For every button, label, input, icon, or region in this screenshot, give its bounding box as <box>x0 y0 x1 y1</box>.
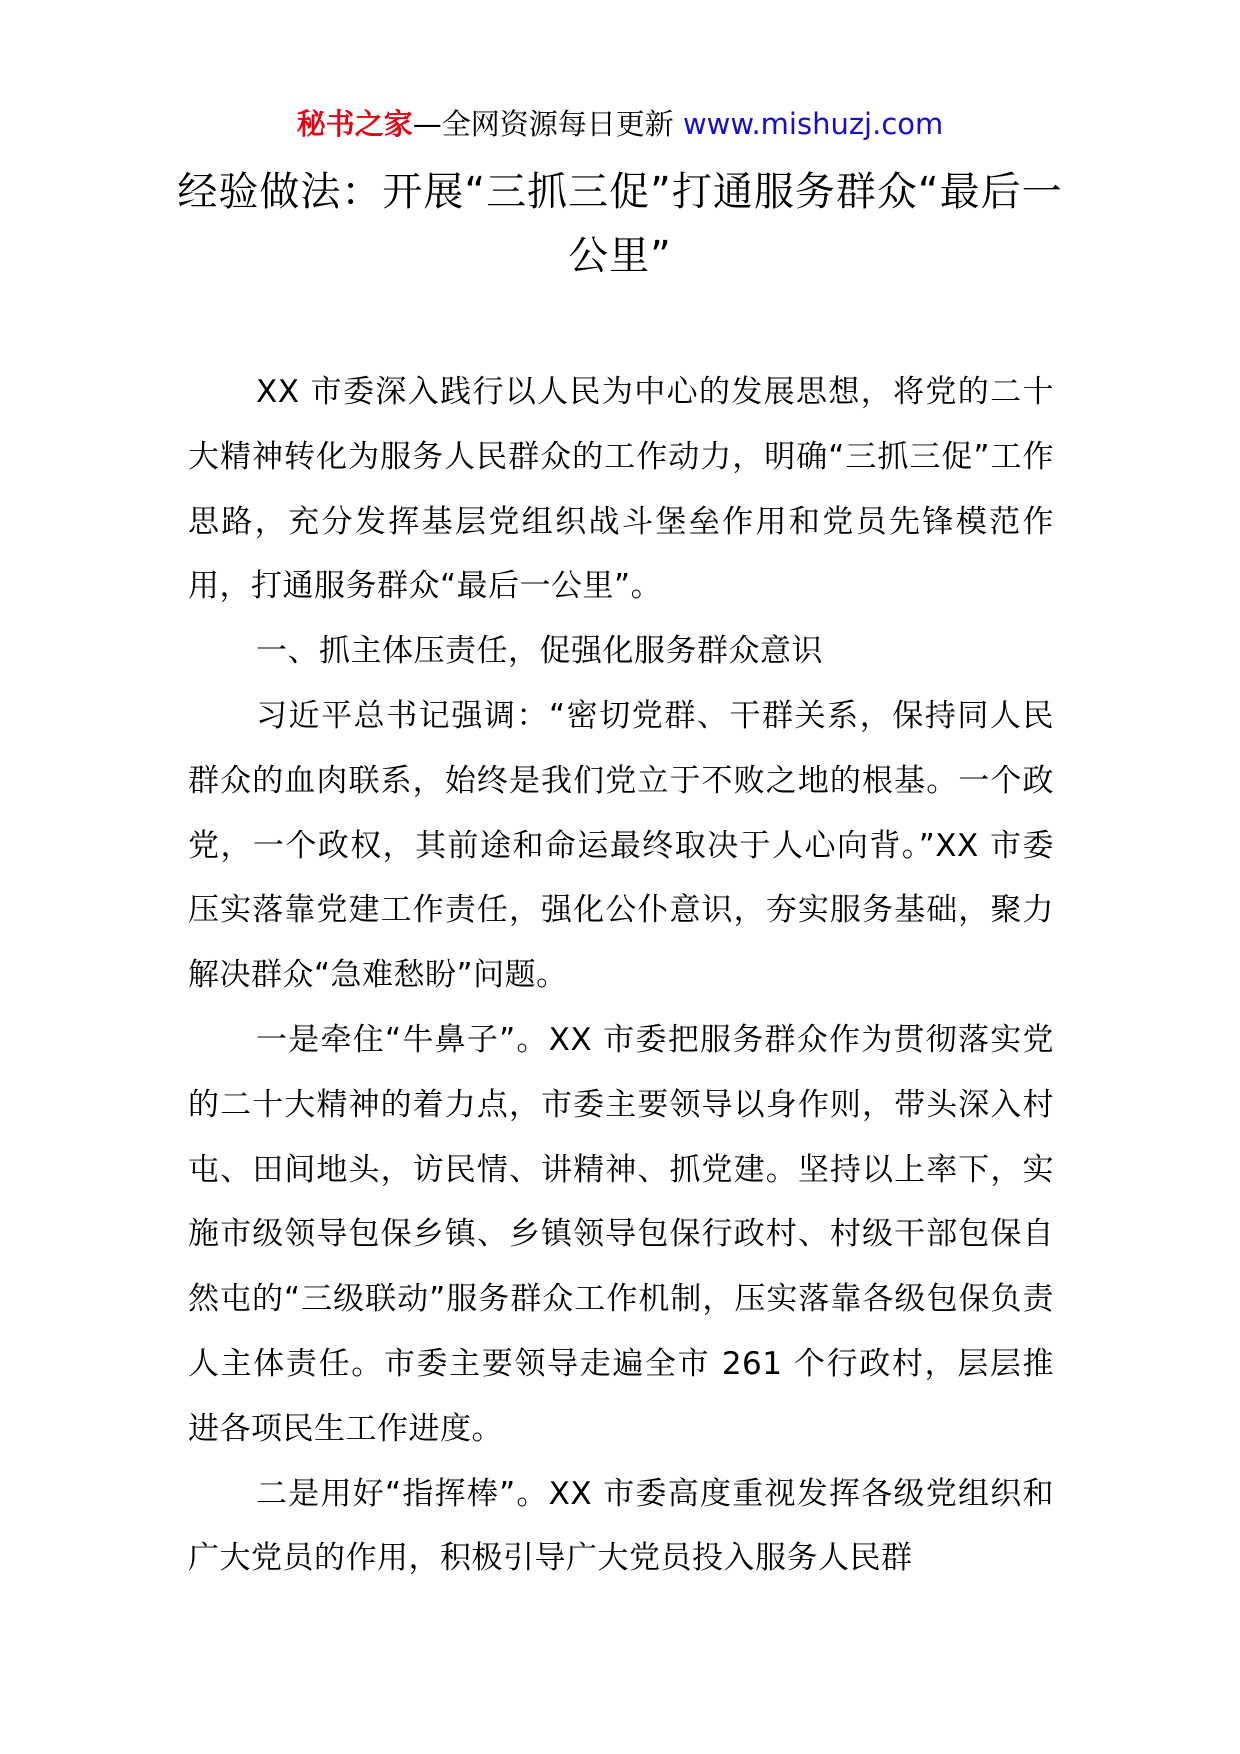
document-body <box>188 360 1054 1591</box>
header-tagline: —全网资源每日更新 <box>412 107 683 141</box>
paragraph-quote: 习近平总书记强调：“密切党群、干群关系，保持同人民群众的血肉联系，始终是我们党立于不败之地的根基。一个政党，一个政权，其前途和命运最终取决于人心向背。”XX 市委压实落靠党建工作责任，强化公仆意识，夯实服务基础，聚力解决群众“急难愁盼”问题。 <box>188 697 1054 994</box>
section-heading-1: 一、抓主体压责任，促强化服务群众意识 <box>256 633 823 670</box>
paragraph-point-1: 一是牵住“牛鼻子”。XX 市委把服务群众作为贯彻落实党的二十大精神的着力点，市委主要领导以身作则，带头深入村屯、田间地头，访民情、讲精神、抓党建。坚持以上率下，实施市级领导包保乡镇、乡镇领导包保行政村、村级干部包保自然屯的“三级联动”服务群众工作机制，压实落靠各级包保负责人主体责任。市委主要领导走遍全市 261 个行政村，层层推进各项民生工作进度。 <box>188 1021 1054 1447</box>
brand-name: 秘书之家 <box>296 107 413 141</box>
site-header <box>0 104 1240 144</box>
paragraph-intro: XX 市委深入践行以人民为中心的发展思想，将党的二十大精神转化为服务人民群众的工作动力，明确“三抓三促”工作思路，充分发挥基层党组织战斗堡垒作用和党员先锋模范作用，打通服务群众“最后一公里”。 <box>188 374 1054 605</box>
document-title: 经验做法：开展“三抓三促”打通服务群众“最后一公里” <box>177 169 1063 279</box>
site-url-link[interactable]: www.mishuzj.com <box>682 107 944 141</box>
paragraph-point-2: 二是用好“指挥棒”。XX 市委高度重视发挥各级党组织和广大党员的作用，积极引导广大党员投入服务人民群 <box>188 1475 1054 1577</box>
